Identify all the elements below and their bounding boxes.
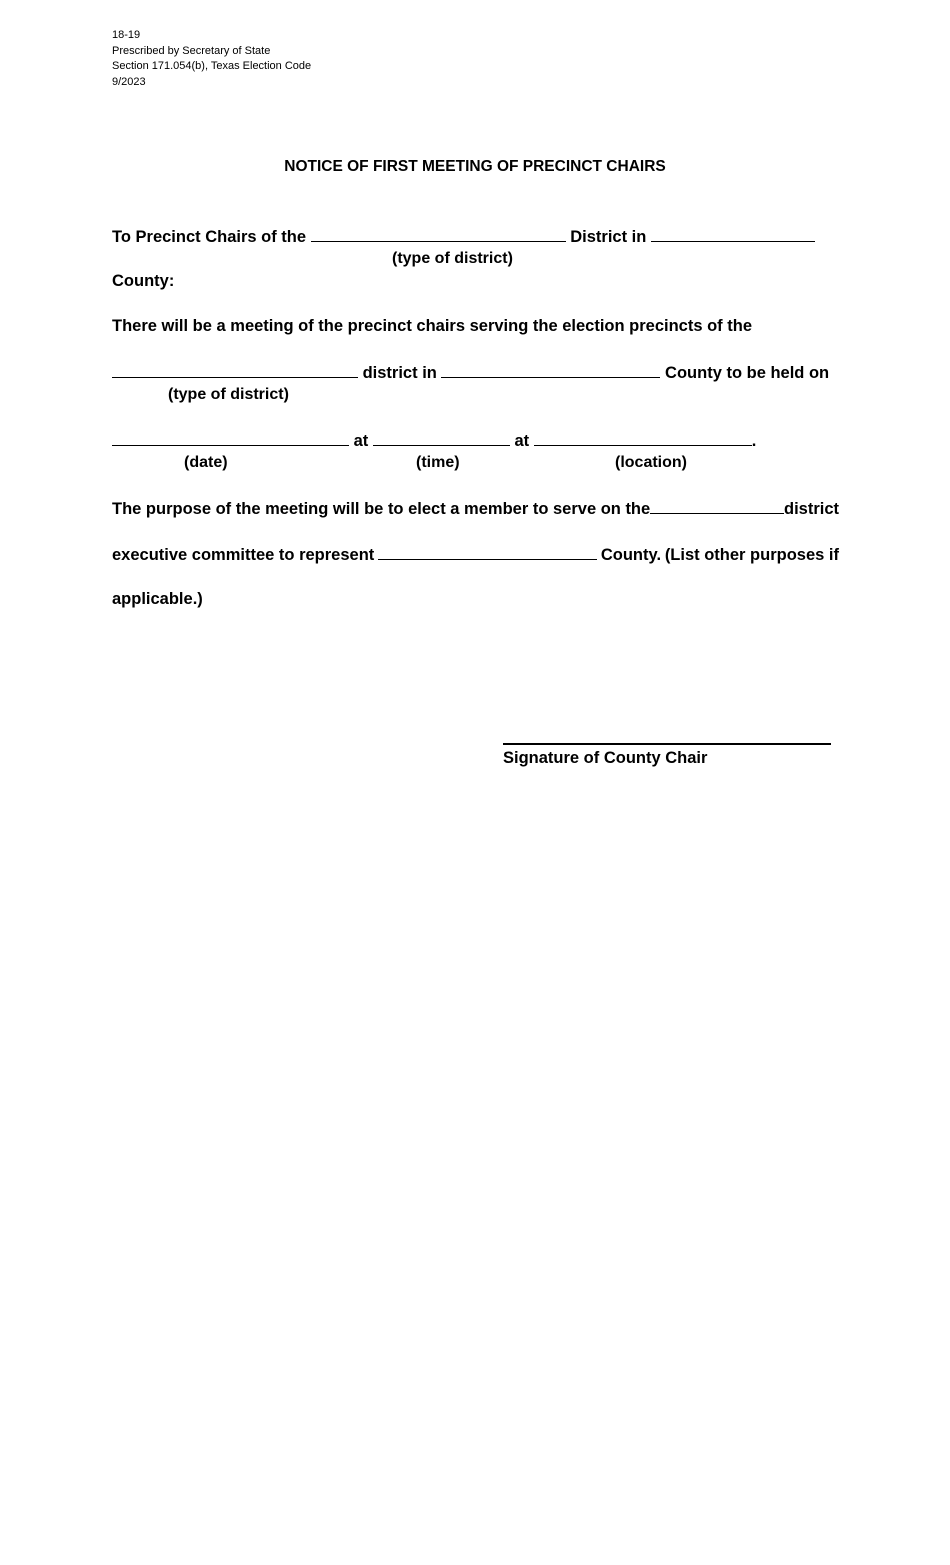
addressee-prefix: To Precinct Chairs of the: [112, 228, 307, 246]
county-held-on-label: County to be held on: [665, 364, 830, 382]
county-blank-2[interactable]: [441, 363, 660, 378]
meeting-notice-text: There will be a meeting of the precinct chairs serving the election precincts of the: [112, 317, 752, 335]
represent-county-blank[interactable]: [378, 545, 597, 560]
purpose-line-2: [112, 545, 839, 565]
form-number: 18-19: [112, 29, 141, 41]
time-blank[interactable]: [373, 431, 510, 446]
prescribed-by: Prescribed by Secretary of State: [112, 44, 271, 57]
county-label: County:: [112, 272, 175, 290]
district-county-line: [112, 363, 829, 383]
at-label-1: at: [353, 432, 369, 450]
signature-label: Signature of County Chair: [503, 749, 708, 767]
district-in-label: District in: [570, 228, 647, 246]
county-name-blank[interactable]: [651, 227, 815, 242]
time-caption: (time): [416, 454, 460, 471]
revision-date: 9/2023: [112, 75, 146, 88]
at-label-2: at: [514, 432, 530, 450]
district-name-blank[interactable]: [650, 499, 784, 514]
type-of-district-blank[interactable]: [311, 227, 566, 242]
purpose-text: The purpose of the meeting will be to elect a member to serve on the: [112, 500, 651, 518]
type-of-district-caption-2: (type of district): [168, 386, 289, 403]
form-header: [112, 28, 311, 90]
addressee-line: [112, 227, 815, 247]
other-purposes-text: (List other purposes if: [664, 546, 839, 564]
signature-line[interactable]: [503, 743, 831, 745]
district-label: district: [783, 500, 839, 518]
page-title: NOTICE OF FIRST MEETING OF PRECINCT CHAIRS: [284, 158, 666, 175]
location-caption: (location): [615, 454, 687, 471]
applicable-text: applicable.): [112, 590, 203, 608]
county-label-2: County.: [600, 546, 662, 564]
district-in-label-2: district in: [362, 364, 437, 382]
location-blank[interactable]: [534, 431, 752, 446]
code-section: Section 171.054(b), Texas Election Code: [112, 60, 312, 72]
date-caption: (date): [184, 454, 228, 471]
purpose-line-1: [112, 499, 839, 519]
type-of-district-blank-2[interactable]: [112, 363, 358, 378]
type-of-district-caption: (type of district): [392, 250, 513, 267]
date-time-location-line: [112, 431, 756, 451]
date-blank[interactable]: [112, 431, 349, 446]
executive-committee-text: executive committee to represent: [112, 546, 375, 564]
period: .: [751, 432, 757, 450]
